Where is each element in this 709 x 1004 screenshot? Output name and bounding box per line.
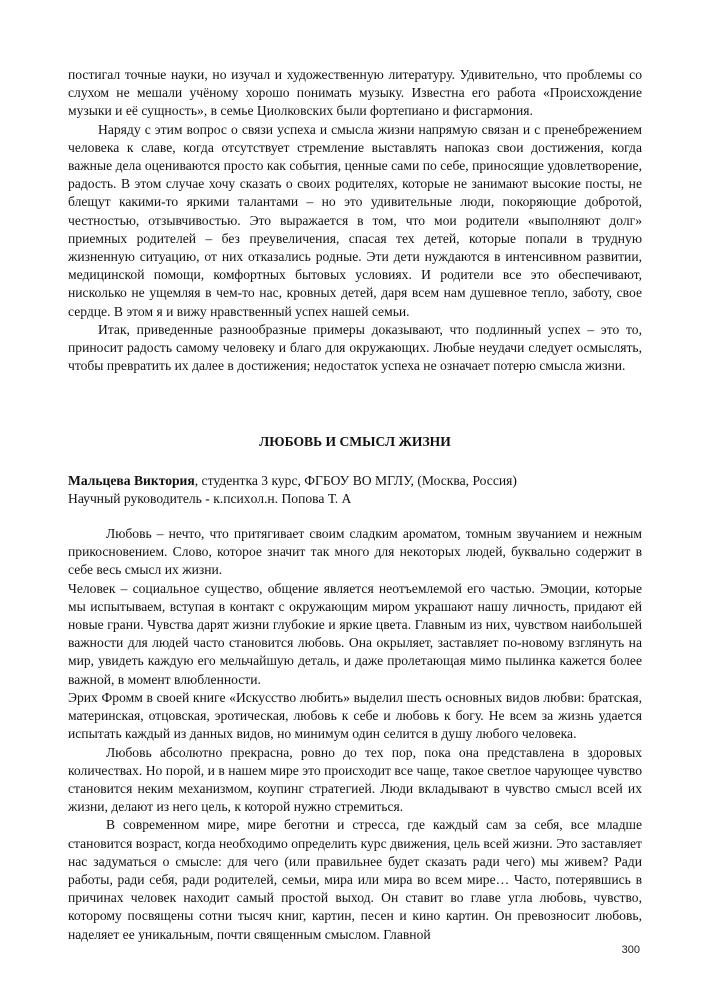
paragraph-love-intro: Любовь – нечто, что притягивает своим сладким ароматом, томным звучанием и нежным прикосновением. Слово, которое значит так много для некоторых людей, буквально содержит в себе весь смысл их жизни.	[68, 526, 642, 578]
paragraph-conclusion: Итак, приведенные разнообразные примеры доказывают, что подлинный успех – это то, приносит радость самому человеку и благо для окружающих. Любые неудачи следует осмыслять, чтобы превратить их далее в достижения; недостаток успеха не означает потерю смысла жизни.	[68, 321, 642, 374]
author-info: , студентка 3 курс, ФГБОУ ВО МГЛУ, (Москва, Россия)	[194, 472, 517, 488]
paragraph-success-fame: Наряду с этим вопрос о связи успеха и смысла жизни напрямую связан и с пренебрежением человека к славе, когда отсутствует стремление выставлять напоказ свои достижения, когда важные дела оцениваются просто как события, ценные сами по себе, приносящие удовлетворение, радость. В этом случае хочу сказать о своих родителях, которые не занимают высокие посты, не блещут какими-то яркими талантами – но это удивительные люди, покоряющие добротой, честностью, отзывчивостью. Это выражается в том, что мои родители «выполняют долг» приемных родителей – без преувеличения, спасая тех детей, которые попали в трудную жизненную ситуацию, от них отказались родные. Эти дети нуждаются в интенсивном развитии, медицинской помощи, комфортных бытовых условиях. И родители все это обеспечивают, нисколько не ущемляя в чем-то нас, кровных детей, даря всем нам душевное тепло, заботу, свое сердце. В этом я и вижу нравственный успех нашей семьи.	[68, 121, 642, 319]
author-gap	[68, 508, 642, 525]
paragraph-modern-world: В современном мире, мире беготни и стресса, где каждый сам за себя, все младше становится возраст, когда необходимо определить курс движения, цель всей жизни. Это заставляет нас задуматься о смысле: для чего (или правильнее будет сказать ради чего) мы живем? Ради работы, ради себя, ради родителей, семьи, мира или мира во всем мире… Часто, потерявшись в причинах человек находит самый простой выход. Он ставит во главе угла любовь, чувство, которому посвящены сотни тысяч книг, картин, песен и кино картин. Он превозносит любовь, наделяет ее уникальным, почти священным смыслом. Главной	[68, 817, 642, 942]
paragraph-social-being: Человек – социальное существо, общение является неотъемлемой его частью. Эмоции, которые мы испытываем, вступая в контакт с окружающим миром украшают нашу личность, придают ей новые грани. Чувства дарят жизни глубокие и яркие цвета. Главным из них, чувством наибольшей важности для людей часто становится любовь. Она окрыляет, заставляет по-новому взглянуть на мир, увидеть каждую его мельчайшую деталь, и даже пролетающая мимо пылинка кажется более важной, в момент влюбленности.	[68, 580, 642, 687]
advisor-line: Научный руководитель - к.псиxол.н. Попова Т. А	[68, 490, 352, 506]
author-line	[68, 472, 642, 490]
page-number: 300	[621, 944, 640, 956]
document-page	[68, 66, 642, 944]
paragraph-fromm: Эрих Фромм в своей книге «Искусство любить» выделил шесть основных видов любви: братская, материнская, отцовская, эротическая, любовь к себе и любовь к богу. Не всем за жизнь удается испытать каждый из данных видов, но минимум один селится в душу любого человека.	[68, 689, 642, 742]
section-gap	[68, 375, 642, 433]
paragraph-continuation: постигал точные науки, но изучал и художественную литературу. Удивительно, что проблемы со слухом не мешали учёному хорошо понимать музыку. Известна его работа «Происхождение музыки и её сущность», в семье Циолковских были фортепиано и фисгармония.	[68, 67, 642, 119]
article-title: ЛЮБОВЬ И СМЫСЛ ЖИЗНИ	[259, 434, 451, 450]
paragraph-healthy-love: Любовь абсолютно прекрасна, ровно до тех пор, пока она представлена в здоровых количествах. Но порой, и в нашем мире это происходит все чаще, такое светлое чарующее чувство становится неким механизмом, коупинг стратегией. Люди вкладывают в чувство смысл всей их жизни, делают из него цель, к которой нужно стремиться.	[68, 744, 642, 815]
author-name: Мальцева Виктория	[68, 472, 195, 488]
